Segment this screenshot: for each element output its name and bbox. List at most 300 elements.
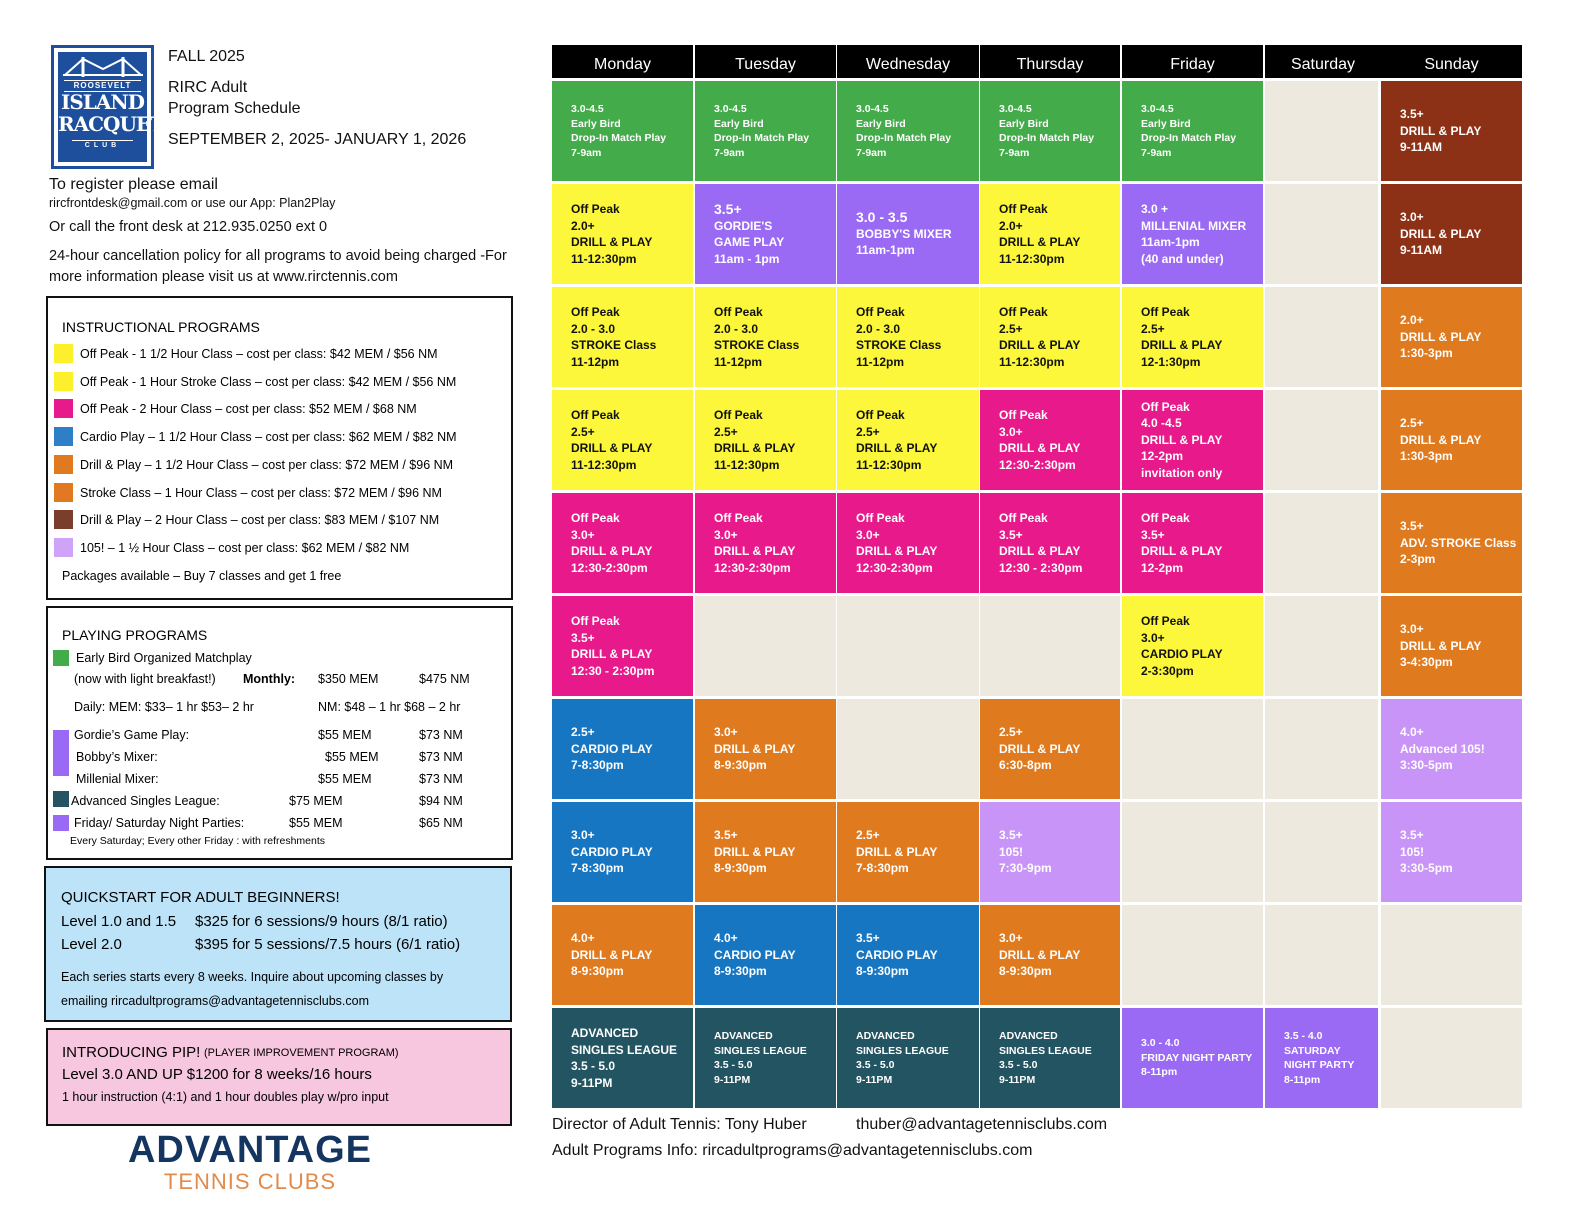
class-line: 3.0+: [714, 527, 738, 542]
class-line: 9-11PM: [714, 1073, 751, 1086]
class-line: DRILL & PLAY: [1400, 329, 1482, 344]
class-line: DRILL & PLAY: [1400, 226, 1482, 241]
class-line: 8-9:30pm: [714, 758, 767, 773]
class-line: 12-1:30pm: [1141, 354, 1201, 369]
instructional-item-label: Off Peak - 1 1/2 Hour Class – cost per class: $42 MEM / $56 NM: [80, 347, 438, 361]
schedule-class-cell: [1381, 390, 1522, 490]
millenial-label: Millenial Mixer:: [76, 772, 159, 786]
logo-racquet: RACQUET: [58, 112, 165, 136]
class-line: 3:30-5pm: [1400, 861, 1453, 876]
class-line: ADV. STROKE Class: [1400, 535, 1517, 550]
class-line: 11-12:30pm: [571, 251, 637, 266]
class-line: Early Bird: [1141, 117, 1191, 130]
class-line: DRILL & PLAY: [1141, 338, 1223, 352]
parties-label: Friday/ Saturday Night Parties:: [74, 816, 245, 830]
schedule-class-cell: [1381, 596, 1522, 696]
class-line: 8-9:30pm: [571, 964, 624, 979]
schedule-class-cell: [980, 390, 1120, 490]
class-line: Advanced 105!: [1400, 741, 1485, 756]
schedule-class-cell: [980, 184, 1120, 284]
class-line: 11-12pm: [571, 354, 620, 369]
class-line: 1:30-3pm: [1400, 346, 1453, 361]
quickstart-level2-label: Level 2.0: [61, 936, 122, 953]
director-line: Director of Adult Tennis: Tony Huber: [552, 1116, 807, 1133]
class-line: Early Bird: [856, 117, 906, 130]
class-line: 3.0+: [999, 931, 1023, 946]
class-line: STROKE Class: [714, 338, 800, 352]
class-line: 3.5+: [1400, 107, 1424, 122]
schedule-class-cell: [552, 390, 693, 490]
class-line: STROKE Class: [571, 338, 657, 352]
instructional-item-label: Drill & Play – 1 1/2 Hour Class – cost per class: $72 MEM / $96 NM: [80, 457, 454, 472]
class-line: Off Peak: [856, 408, 905, 422]
early-bird-label: Early Bird Organized Matchplay: [76, 651, 252, 665]
advantage-logo-sub: TENNIS CLUBS: [163, 1169, 337, 1194]
class-line: 3.5 - 5.0: [571, 1059, 616, 1073]
class-line: 3.5 - 5.0: [999, 1059, 1038, 1071]
schedule-class-cell: [552, 699, 693, 799]
logo-club: CLUB: [72, 140, 133, 151]
schedule-class-cell: [695, 81, 836, 181]
color-swatch: [54, 427, 73, 446]
day-header-friday: Friday: [1122, 45, 1263, 78]
schedule-class-cell: [837, 390, 979, 490]
schedule-empty-cell: [837, 596, 979, 696]
class-line: DRILL & PLAY: [1400, 638, 1482, 653]
class-line: 12-2pm: [1141, 449, 1184, 464]
class-line: Early Bird: [999, 117, 1049, 130]
daily-mem: Daily: MEM: $33– 1 hr $53– 2 hr: [74, 700, 254, 714]
schedule-class-cell: [1381, 699, 1522, 799]
advantage-logo-main: ADVANTAGE: [127, 1129, 373, 1171]
instructional-item-label: Stroke Class – 1 Hour Class – cost per class: $72 MEM / $96 NM: [80, 485, 442, 500]
class-line: 2.5+: [1141, 321, 1165, 336]
class-line: 2.0 - 3.0: [571, 321, 616, 336]
class-line: Off Peak: [571, 305, 620, 319]
class-line: DRILL & PLAY: [714, 741, 796, 756]
class-line: 8-9:30pm: [856, 964, 909, 979]
class-line: ADVANCED: [999, 1030, 1058, 1042]
register-email: rircfrontdesk@gmail.com or use our App: Plan2Play: [49, 196, 336, 210]
class-line: Early Bird: [571, 117, 621, 130]
class-line: 7-9am: [714, 146, 745, 159]
class-line: 3.0 +: [1141, 202, 1169, 216]
class-line: DRILL & PLAY: [1141, 544, 1223, 558]
class-line: GAME PLAY: [714, 235, 785, 249]
class-line: 1:30-3pm: [1400, 449, 1453, 464]
class-line: 3.5+: [714, 201, 742, 217]
class-line: 3-4:30pm: [1400, 655, 1453, 670]
class-line: DRILL & PLAY: [1141, 432, 1223, 447]
schedule-class-cell: [837, 905, 979, 1005]
class-line: 3.0-4.5: [999, 103, 1032, 115]
class-line: 11-12:30pm: [714, 457, 780, 472]
class-line: Drop-In Match Play: [856, 132, 952, 144]
pip-title: INTRODUCING PIP!: [62, 1044, 201, 1061]
class-line: 3.5+: [571, 630, 595, 645]
class-line: 105!: [999, 844, 1024, 859]
parties-nm: $65 NM: [419, 816, 463, 830]
instructional-programs-box: [46, 296, 513, 600]
class-line: DRILL & PLAY: [999, 544, 1081, 558]
schedule-class-cell: [980, 1008, 1120, 1108]
schedule-empty-cell: [1381, 905, 1522, 1005]
class-line: 12-2pm: [1141, 560, 1184, 575]
class-line: 2.0+: [1400, 313, 1424, 328]
class-line: 2-3pm: [1400, 552, 1436, 567]
class-line: 11-12pm: [856, 354, 905, 369]
class-line: DRILL & PLAY: [1400, 432, 1482, 447]
schedule-empty-cell: [1122, 802, 1263, 902]
class-line: DRILL & PLAY: [999, 235, 1081, 249]
class-line: 2.5+: [571, 725, 595, 740]
class-line: 3.5+: [714, 828, 738, 843]
pip-subtitle: (PLAYER IMPROVEMENT PROGRAM): [204, 1047, 399, 1059]
mixer-swatch: [53, 730, 69, 776]
class-line: 7-9am: [999, 146, 1030, 159]
class-line: 11-12pm: [714, 354, 763, 369]
schedule-dates: SEPTEMBER 2, 2025- JANUARY 1, 2026: [168, 131, 467, 148]
class-line: Early Bird: [714, 117, 764, 130]
color-swatch: [54, 399, 73, 418]
class-line: 3.0-4.5: [571, 103, 604, 115]
class-line: 2.5+: [999, 725, 1023, 740]
class-line: Off Peak: [714, 305, 763, 319]
class-line: CARDIO PLAY: [571, 741, 653, 756]
schedule-class-cell: [1122, 493, 1263, 593]
schedule-empty-cell: [1265, 596, 1378, 696]
programs-info-line: Adult Programs Info: rircadultprograms@advantagetennisclubs.com: [552, 1142, 1033, 1159]
schedule-empty-cell: [1381, 1008, 1522, 1108]
class-line: 11-12:30pm: [999, 251, 1065, 266]
logo-inner: [58, 52, 165, 162]
class-line: 3.0-4.5: [856, 103, 889, 115]
class-line: MILLENIAL MIXER: [1141, 218, 1247, 233]
class-line: 8-9:30pm: [714, 861, 767, 876]
class-line: 4.0+: [714, 931, 738, 946]
class-line: 4.0 -4.5: [1141, 416, 1182, 431]
class-line: Off Peak: [999, 511, 1048, 525]
schedule-class-cell: [695, 905, 836, 1005]
class-line: 12:30-2:30pm: [714, 560, 791, 575]
schedule-class-cell: [695, 493, 836, 593]
class-line: NIGHT PARTY: [1284, 1059, 1355, 1071]
class-line: 6:30-8pm: [999, 758, 1052, 773]
class-line: 3.5+: [856, 931, 880, 946]
class-line: Drop-In Match Play: [999, 132, 1095, 144]
gordie-label: Gordie’s Game Play:: [74, 728, 190, 742]
instructional-item-label: Drill & Play – 2 Hour Class – cost per class: $83 MEM / $107 NM: [80, 513, 440, 528]
schedule-class-cell: [552, 1008, 693, 1108]
class-line: Off Peak: [571, 202, 620, 216]
class-line: SINGLES LEAGUE: [999, 1044, 1092, 1057]
schedule-class-cell: [1381, 802, 1522, 902]
schedule-empty-cell: [1122, 905, 1263, 1005]
class-line: 4.0+: [571, 931, 595, 946]
schedule-class-cell: [980, 905, 1120, 1005]
monthly-mem: $350 MEM: [318, 672, 379, 686]
class-line: 8-11pm: [1284, 1073, 1321, 1086]
schedule-empty-cell: [1265, 184, 1378, 284]
schedule-empty-cell: [1265, 390, 1378, 490]
league-nm: $94 NM: [419, 794, 463, 808]
class-line: Drop-In Match Play: [571, 132, 667, 144]
class-line: Off Peak: [999, 408, 1048, 422]
season-label: FALL 2025: [168, 48, 245, 65]
monthly-label: Monthly:: [243, 672, 296, 686]
quickstart-title: QUICKSTART FOR ADULT BEGINNERS!: [61, 889, 340, 906]
schedule-empty-cell: [980, 596, 1120, 696]
pip-line-1: Level 3.0 AND UP $1200 for 8 weeks/16 hours: [62, 1066, 372, 1083]
schedule-class-cell: [695, 184, 836, 284]
schedule-class-cell: [695, 802, 836, 902]
cancellation-policy-1: 24-hour cancellation policy for all programs to avoid being charged -For: [49, 248, 507, 264]
class-line: BOBBY'S MIXER: [856, 226, 952, 241]
parties-mem: $55 MEM: [289, 816, 343, 830]
class-line: 12:30-2:30pm: [999, 457, 1076, 472]
schedule-empty-cell: [1122, 699, 1263, 799]
day-header-wednesday: Wednesday: [837, 45, 979, 78]
schedule-class-cell: [837, 1008, 979, 1108]
program-line-2: Program Schedule: [168, 100, 301, 117]
color-swatch: [54, 510, 73, 529]
class-line: Off Peak: [714, 511, 763, 525]
schedule-class-cell: [552, 287, 693, 387]
class-line: 2.5+: [999, 321, 1023, 336]
class-line: Off Peak: [856, 511, 905, 525]
millenial-mem: $55 MEM: [318, 772, 372, 786]
class-line: 11-12:30pm: [856, 457, 922, 472]
class-line: 12:30 - 2:30pm: [999, 560, 1083, 575]
schedule-class-cell: [980, 81, 1120, 181]
class-line: (40 and under): [1141, 251, 1224, 266]
class-line: DRILL & PLAY: [856, 544, 938, 558]
league-label: Advanced Singles League:: [71, 794, 220, 808]
day-header-saturday: Saturday: [1265, 45, 1381, 78]
schedule-class-cell: [837, 802, 979, 902]
schedule-class-cell: [1122, 184, 1263, 284]
class-line: 3.0+: [1400, 210, 1424, 225]
bobby-mem: $55 MEM: [325, 750, 379, 764]
schedule-class-cell: [552, 184, 693, 284]
class-line: 9-11PM: [999, 1073, 1036, 1086]
class-line: 2.0+: [571, 218, 595, 233]
class-line: 8-9:30pm: [999, 964, 1052, 979]
class-line: 3.5+: [999, 527, 1023, 542]
early-bird-swatch: [53, 650, 69, 666]
bridge-icon: [63, 55, 143, 77]
instructional-item-label: Off Peak - 2 Hour Class – cost per class: $52 MEM / $68 NM: [80, 402, 417, 417]
schedule-empty-cell: [1265, 81, 1378, 181]
schedule-class-cell: [1381, 287, 1522, 387]
class-line: ADVANCED: [856, 1030, 915, 1042]
class-line: Off Peak: [714, 408, 763, 422]
class-line: 3.5+: [1141, 527, 1165, 542]
class-line: 2.5+: [1400, 416, 1424, 431]
class-line: 3.5+: [1400, 828, 1424, 843]
pip-line-2: 1 hour instruction (4:1) and 1 hour doubles play w/pro input: [62, 1090, 389, 1104]
class-line: FRIDAY NIGHT PARTY: [1141, 1051, 1253, 1064]
class-line: 3.0+: [1400, 622, 1424, 637]
class-line: SINGLES LEAGUE: [856, 1044, 949, 1057]
league-swatch: [53, 791, 69, 807]
quickstart-note-1: Each series starts every 8 weeks. Inquire about upcoming classes by: [61, 970, 444, 984]
schedule-class-cell: [1122, 596, 1263, 696]
quickstart-level1-label: Level 1.0 and 1.5: [61, 913, 177, 930]
schedule-empty-cell: [1265, 287, 1378, 387]
class-line: 2.0+: [999, 218, 1023, 233]
class-line: 11am-1pm: [856, 243, 915, 258]
class-line: 2.5+: [856, 828, 880, 843]
class-line: 3.5+: [1400, 519, 1424, 534]
class-line: 7-8:30pm: [856, 861, 909, 876]
schedule-class-cell: [1122, 287, 1263, 387]
instructional-title: INSTRUCTIONAL PROGRAMS: [62, 319, 260, 335]
schedule-class-cell: [552, 493, 693, 593]
instructional-item-label: 105! – 1 ½ Hour Class – cost per class: $62 MEM / $82 NM: [80, 540, 410, 555]
bobby-nm: $73 NM: [419, 750, 463, 764]
class-line: ADVANCED: [714, 1030, 773, 1042]
class-line: 8-9:30pm: [714, 964, 767, 979]
schedule-empty-cell: [1265, 905, 1378, 1005]
class-line: 3.0-4.5: [714, 103, 747, 115]
class-line: 12:30 - 2:30pm: [571, 663, 655, 678]
schedule-class-cell: [1381, 81, 1522, 181]
class-line: DRILL & PLAY: [999, 741, 1081, 756]
color-swatch: [54, 344, 73, 363]
class-line: 3.0+: [571, 527, 595, 542]
class-line: DRILL & PLAY: [571, 947, 653, 962]
class-line: 105!: [1400, 844, 1425, 859]
director-email: thuber@advantagetennisclubs.com: [856, 1116, 1108, 1133]
class-line: 2.5+: [856, 424, 880, 439]
class-line: Off Peak: [1141, 511, 1190, 525]
class-line: 7-9am: [1141, 146, 1172, 159]
schedule-class-cell: [552, 596, 693, 696]
schedule-class-cell: [980, 699, 1120, 799]
logo-island: ISLAND: [60, 90, 144, 114]
schedule-class-cell: [837, 493, 979, 593]
schedule-class-cell: [552, 802, 693, 902]
millenial-nm: $73 NM: [419, 772, 463, 786]
schedule-empty-cell: [695, 596, 836, 696]
instructional-item-label: Off Peak - 1 Hour Stroke Class – cost per class: $42 MEM / $56 NM: [80, 374, 457, 389]
class-line: Off Peak: [999, 305, 1048, 319]
day-header-thursday: Thursday: [980, 45, 1120, 78]
class-line: Off Peak: [1141, 399, 1190, 414]
class-line: DRILL & PLAY: [856, 441, 938, 455]
class-line: Off Peak: [1141, 305, 1190, 319]
rirc-logo: [51, 45, 165, 169]
class-line: Off Peak: [999, 202, 1048, 216]
class-line: Drop-In Match Play: [714, 132, 810, 144]
class-line: DRILL & PLAY: [571, 235, 653, 249]
schedule-empty-cell: [1265, 802, 1378, 902]
class-line: 3.0 - 3.5: [856, 209, 908, 226]
schedule-class-cell: [837, 287, 979, 387]
schedule-class-cell: [695, 699, 836, 799]
class-line: 3.0+: [571, 828, 595, 843]
class-line: STROKE Class: [856, 338, 942, 352]
class-line: 7-8:30pm: [571, 861, 624, 876]
class-line: 7-9am: [856, 146, 887, 159]
class-line: 11-12:30pm: [571, 457, 637, 472]
class-line: 3.5 - 5.0: [856, 1059, 895, 1071]
class-line: 3.0+: [999, 424, 1023, 439]
class-line: 7:30-9pm: [999, 861, 1052, 876]
logo-roosevelt: ROOSEVELT: [64, 80, 141, 92]
class-line: 3.5 - 4.0: [1284, 1030, 1323, 1042]
day-header-sunday: Sunday: [1381, 45, 1522, 78]
class-line: 2.5+: [571, 424, 595, 439]
cancellation-policy-2: more information please visit us at www.rirctennis.com: [49, 269, 398, 285]
playing-programs-box: [46, 606, 513, 860]
class-line: DRILL & PLAY: [571, 544, 653, 558]
class-line: 12:30-2:30pm: [856, 560, 933, 575]
class-line: SINGLES LEAGUE: [571, 1042, 678, 1057]
class-line: 2-3:30pm: [1141, 663, 1194, 678]
class-line: DRILL & PLAY: [1400, 123, 1482, 138]
gordie-nm: $73 NM: [419, 728, 463, 742]
gordie-mem: $55 MEM: [318, 728, 372, 742]
class-line: invitation only: [1141, 465, 1223, 480]
class-line: CARDIO PLAY: [1141, 647, 1223, 661]
pip-box: [46, 1028, 512, 1126]
class-line: 11am - 1pm: [714, 251, 780, 266]
monthly-nm: $475 NM: [419, 672, 470, 686]
class-line: DRILL & PLAY: [571, 647, 653, 661]
parties-note: Every Saturday; Every other Friday : with refreshments: [70, 835, 326, 847]
class-line: DRILL & PLAY: [999, 947, 1081, 962]
class-line: 7-9am: [571, 146, 602, 159]
schedule-class-cell: [1265, 1008, 1378, 1108]
class-line: Off Peak: [571, 614, 620, 628]
class-line: 9-11AM: [1400, 140, 1443, 155]
class-line: Drop-In Match Play: [1141, 132, 1237, 144]
instructional-item-label: Cardio Play – 1 1/2 Hour Class – cost per class: $62 MEM / $82 NM: [80, 430, 457, 445]
quickstart-level1-price: $325 for 6 sessions/9 hours (8/1 ratio): [195, 913, 448, 930]
schedule-class-cell: [1122, 390, 1263, 490]
register-title: To register please email: [49, 176, 218, 193]
class-line: 9-11PM: [856, 1073, 893, 1086]
class-line: 3.5+: [999, 828, 1023, 843]
advantage-logo: [120, 1130, 380, 1194]
color-swatch: [54, 483, 73, 502]
schedule-class-cell: [980, 493, 1120, 593]
color-swatch: [54, 372, 73, 391]
class-line: CARDIO PLAY: [714, 947, 796, 962]
day-header-tuesday: Tuesday: [695, 45, 836, 78]
schedule-empty-cell: [837, 699, 979, 799]
class-line: Off Peak: [571, 511, 620, 525]
class-line: 3.0 - 4.0: [1141, 1037, 1180, 1050]
class-line: 7-8:30pm: [571, 758, 624, 773]
class-line: Off Peak: [571, 408, 620, 422]
class-line: DRILL & PLAY: [856, 844, 938, 859]
class-line: 9-11PM: [571, 1075, 613, 1090]
class-line: DRILL & PLAY: [714, 844, 796, 859]
schedule-class-cell: [1381, 493, 1522, 593]
schedule-empty-cell: [1265, 493, 1378, 593]
class-line: 12:30-2:30pm: [571, 560, 648, 575]
class-line: DRILL & PLAY: [571, 441, 653, 455]
color-swatch: [54, 455, 73, 474]
program-line-1: RIRC Adult: [168, 79, 248, 96]
class-line: DRILL & PLAY: [714, 544, 796, 558]
schedule-class-cell: [695, 287, 836, 387]
class-line: 3.0+: [1141, 630, 1165, 645]
bobby-label: Bobby’s Mixer:: [76, 750, 158, 764]
